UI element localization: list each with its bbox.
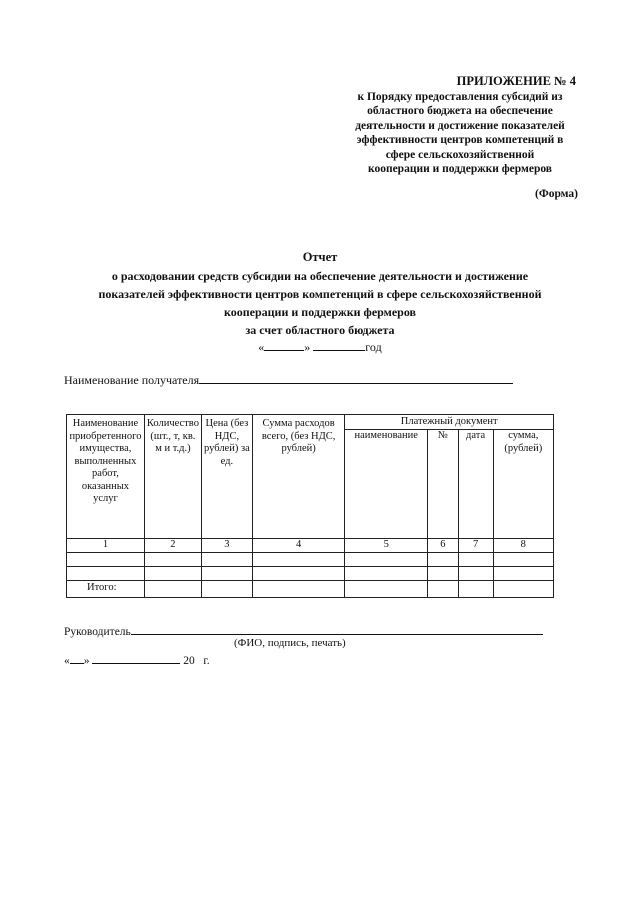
signer-line (64, 623, 543, 638)
table-cell[interactable] (252, 580, 345, 597)
table-cell[interactable] (201, 552, 252, 566)
day-blank[interactable] (264, 339, 304, 351)
table-cell[interactable] (493, 552, 553, 566)
appendix-line: сфере сельскохозяйственной (385, 148, 535, 161)
date-year-label: год (365, 340, 382, 354)
header-price: Цена (без НДС, рублей) за ед. (201, 415, 252, 539)
table-cell[interactable] (428, 566, 459, 580)
report-title-line: кооперации и поддержки фермеров (223, 305, 417, 319)
header-item-name: Наименование приобретенного имущества, выполненных работ, оказанных услуг (67, 415, 145, 539)
header-doc-sum: сумма, (рублей) (493, 430, 553, 539)
header-doc-number: № (428, 430, 459, 539)
total-row (67, 580, 554, 597)
appendix-line: областного бюджета на обеспечение (367, 105, 553, 117)
column-number: 5 (345, 539, 428, 553)
appendix-heading: ПРИЛОЖЕНИЕ № 4 (456, 74, 576, 88)
appendix-line: к Порядку предоставления субсидий из (357, 90, 563, 103)
table-cell[interactable] (493, 566, 553, 580)
appendix-block (330, 74, 590, 177)
signer-blank[interactable] (131, 623, 543, 635)
table-row (67, 566, 554, 580)
recipient-label: Наименование получателя (64, 373, 200, 387)
table-cell[interactable] (428, 580, 459, 597)
table-cell[interactable] (493, 580, 553, 597)
sign-year-prefix: 20 (183, 655, 195, 667)
table-cell[interactable] (345, 580, 428, 597)
report-table (66, 414, 554, 598)
table-cell[interactable] (458, 580, 493, 597)
report-title: Отчет (302, 250, 338, 264)
table-cell[interactable] (201, 580, 252, 597)
date-open-quote: « (258, 340, 265, 354)
report-title-block (60, 248, 580, 339)
column-number: 4 (252, 539, 345, 553)
signer-label: Руководитель (64, 626, 131, 638)
table-cell[interactable] (144, 552, 201, 566)
column-number: 8 (493, 539, 553, 553)
column-number-row (67, 539, 554, 553)
table-cell[interactable] (67, 566, 145, 580)
sign-day-blank[interactable] (70, 652, 84, 664)
report-title-line: за счет областного бюджета (245, 323, 395, 337)
appendix-line: деятельности и достижение показателей (355, 119, 565, 132)
column-number: 7 (458, 539, 493, 553)
table-header-row (67, 415, 554, 430)
column-number: 3 (201, 539, 252, 553)
column-number: 1 (67, 539, 145, 553)
signer-hint: (ФИО, подпись, печать) (234, 637, 346, 649)
table-cell[interactable] (67, 552, 145, 566)
sign-date-close-quote: » (83, 655, 90, 667)
header-doc-name: наименование (345, 430, 428, 539)
sign-date-open-quote: « (64, 655, 70, 667)
recipient-line (64, 372, 513, 388)
header-payment-document: Платежный документ (345, 415, 554, 430)
table-cell[interactable] (428, 552, 459, 566)
month-blank[interactable] (313, 339, 365, 351)
report-date-line (60, 339, 580, 355)
sign-date-line (64, 652, 210, 667)
table-cell[interactable] (144, 566, 201, 580)
table-cell[interactable] (144, 580, 201, 597)
table-cell[interactable] (252, 552, 345, 566)
column-number: 6 (428, 539, 459, 553)
column-number: 2 (144, 539, 201, 553)
sign-month-blank[interactable] (92, 652, 180, 664)
table-cell[interactable] (252, 566, 345, 580)
date-close-quote: » (304, 340, 311, 354)
sign-year-suffix: г. (203, 655, 210, 667)
appendix-line: эффективности центров компетенций в (356, 134, 564, 146)
recipient-blank[interactable] (199, 372, 513, 384)
report-title-line: показателей эффективности центров компетенций в сфере сельскохозяйственной (98, 287, 542, 301)
header-doc-date: дата (458, 430, 493, 539)
form-label: (Форма) (534, 188, 578, 200)
report-title-line: о расходовании средств субсидии на обеспечение деятельности и достижение (111, 269, 529, 283)
table-row (67, 552, 554, 566)
header-quantity: Количество (шт., т, кв. м и т.д.) (144, 415, 201, 539)
table-cell[interactable] (345, 552, 428, 566)
header-total-expenses: Сумма расходов всего, (без НДС, рублей) (252, 415, 345, 539)
table-cell[interactable] (201, 566, 252, 580)
appendix-line: кооперации и поддержки фермеров (367, 163, 553, 175)
table-cell[interactable] (458, 566, 493, 580)
table-cell[interactable] (345, 566, 428, 580)
total-label: Итого: (67, 580, 145, 597)
table-cell[interactable] (458, 552, 493, 566)
